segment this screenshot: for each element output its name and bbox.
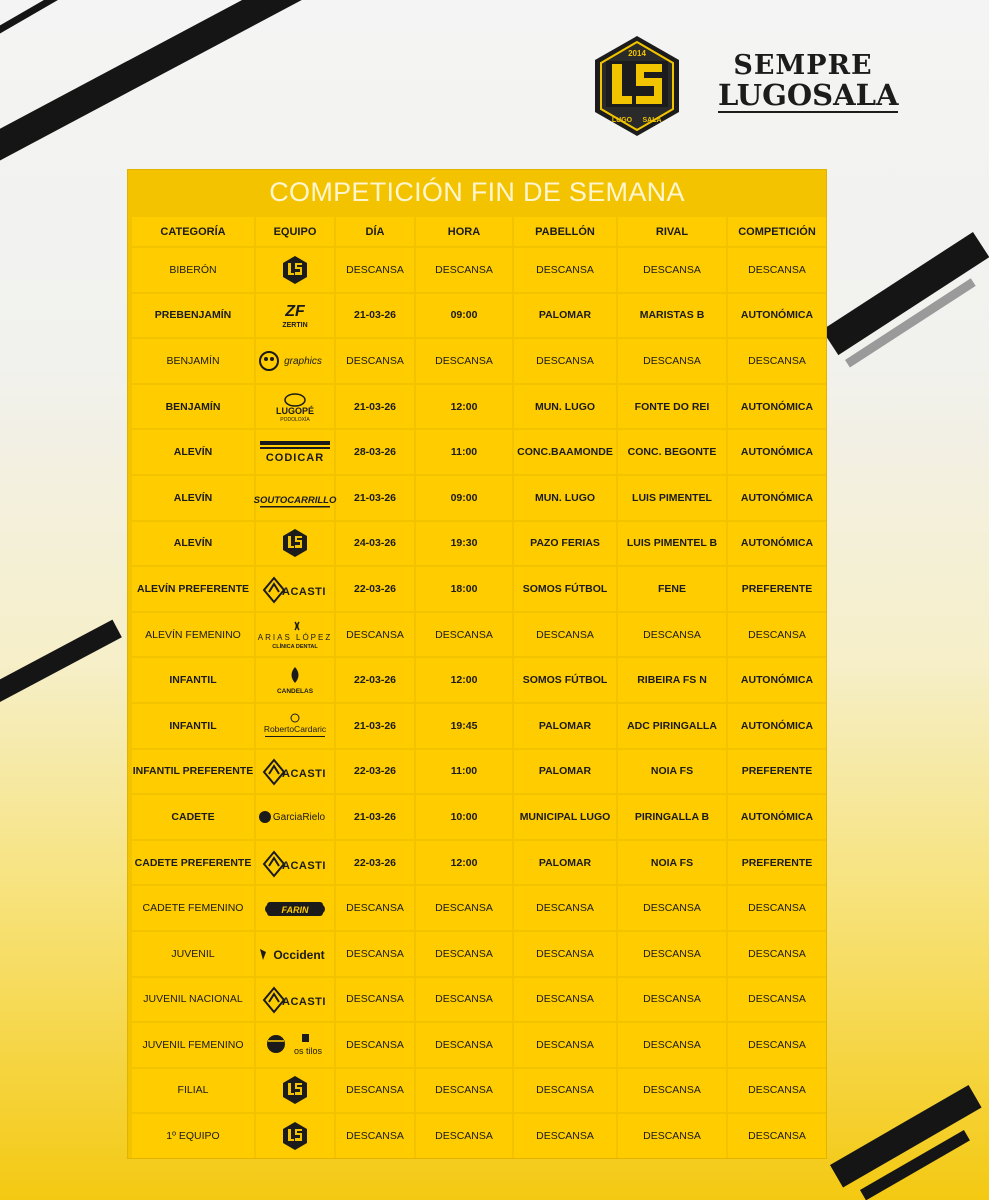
cell-rival: ADC PIRINGALLA — [618, 704, 726, 748]
cell-rival: DESCANSA — [618, 339, 726, 383]
sponsor-logo-cell — [256, 613, 334, 657]
sponsor-logo-acasti — [260, 848, 330, 878]
cell-dia: DESCANSA — [336, 1023, 414, 1067]
cell-rival: DESCANSA — [618, 613, 726, 657]
sponsor-logo-lugosala — [282, 1075, 308, 1105]
table-header-row — [132, 217, 826, 246]
cell-dia: DESCANSA — [336, 339, 414, 383]
sponsor-logo-farin — [264, 894, 326, 922]
cell-rival: MARISTAS B — [618, 294, 726, 338]
cell-rival: CONC. BEGONTE — [618, 430, 726, 474]
sponsor-logo-graphics — [257, 346, 333, 376]
svg-text:GarciaRielo: GarciaRielo — [272, 811, 326, 823]
table-row — [132, 750, 826, 794]
svg-text:PODOLOXÍA: PODOLOXÍA — [280, 416, 310, 423]
logo-footer-right: SALA — [642, 117, 662, 124]
svg-text:SOUTOCARRILLO: SOUTOCARRILLO — [253, 494, 337, 506]
sponsor-logo-roberto — [259, 712, 331, 740]
cell-pabellon: SOMOS FÚTBOL — [514, 567, 616, 611]
sponsor-logo-candelas — [275, 665, 315, 695]
cell-competicion: PREFERENTE — [728, 750, 826, 794]
logo-footer-left: LUGO — [611, 117, 633, 124]
table-row — [132, 704, 826, 748]
cell-categoria: ALEVÍN — [132, 476, 254, 520]
cell-hora: DESCANSA — [416, 339, 512, 383]
sponsor-logo-cell — [256, 430, 334, 474]
cell-competicion: DESCANSA — [728, 886, 826, 930]
cell-hora: 10:00 — [416, 795, 512, 839]
cell-rival: PIRINGALLA B — [618, 795, 726, 839]
cell-dia: 28-03-26 — [336, 430, 414, 474]
cell-hora: DESCANSA — [416, 613, 512, 657]
sponsor-logo-cell — [256, 1023, 334, 1067]
svg-text:ZF: ZF — [285, 303, 305, 321]
cell-dia: DESCANSA — [336, 248, 414, 292]
cell-dia: DESCANSA — [336, 613, 414, 657]
sponsor-logo-soutocarrillo — [253, 485, 337, 511]
cell-categoria: FILIAL — [132, 1069, 254, 1113]
cell-hora: 11:00 — [416, 430, 512, 474]
cell-hora: 18:00 — [416, 567, 512, 611]
sponsor-logo-cell — [256, 339, 334, 383]
cell-pabellon: MUN. LUGO — [514, 385, 616, 429]
brand-line-2: LUGOSALA — [718, 78, 899, 112]
brand-line-1: SEMPRE — [733, 50, 873, 81]
cell-rival: RIBEIRA FS N — [618, 658, 726, 702]
sponsor-logo-cell — [256, 1069, 334, 1113]
table-row — [132, 430, 826, 474]
table-row — [132, 932, 826, 976]
cell-rival: FENE — [618, 567, 726, 611]
sponsor-logo-cell — [256, 704, 334, 748]
cell-hora: 09:00 — [416, 294, 512, 338]
cell-hora: 09:00 — [416, 476, 512, 520]
sponsor-logo-cell — [256, 1114, 334, 1158]
cell-rival: DESCANSA — [618, 1069, 726, 1113]
cell-pabellon: DESCANSA — [514, 932, 616, 976]
svg-text:ZERTIN: ZERTIN — [282, 322, 308, 330]
svg-text:ACASTI: ACASTI — [282, 768, 326, 781]
header-hora: HORA — [416, 217, 512, 246]
cell-pabellon: PAZO FERIAS — [514, 522, 616, 566]
svg-text:Occident: Occident — [273, 947, 325, 962]
cell-pabellon: DESCANSA — [514, 1069, 616, 1113]
sponsor-logo-acasti — [260, 756, 330, 786]
cell-hora: DESCANSA — [416, 978, 512, 1022]
cell-hora: 12:00 — [416, 841, 512, 885]
sponsor-logo-cell — [256, 567, 334, 611]
background-stripe — [0, 620, 122, 708]
table-row — [132, 294, 826, 338]
cell-categoria: ALEVÍN PREFERENTE — [132, 567, 254, 611]
svg-text:ACASTI: ACASTI — [282, 585, 326, 598]
cell-competicion: AUTONÓMICA — [728, 385, 826, 429]
cell-dia: 21-03-26 — [336, 476, 414, 520]
sponsor-logo-cell — [256, 385, 334, 429]
background-stripe — [822, 232, 989, 355]
cell-dia: 22-03-26 — [336, 750, 414, 794]
table-row — [132, 339, 826, 383]
cell-hora: DESCANSA — [416, 1023, 512, 1067]
sponsor-logo-arias — [259, 620, 331, 650]
cell-pabellon: PALOMAR — [514, 294, 616, 338]
header-dia: DÍA — [336, 217, 414, 246]
cell-categoria: CADETE PREFERENTE — [132, 841, 254, 885]
sponsor-logo-lugope — [265, 391, 325, 423]
cell-competicion: PREFERENTE — [728, 841, 826, 885]
sponsor-logo-lugosala — [282, 528, 308, 558]
cell-competicion: DESCANSA — [728, 932, 826, 976]
cell-dia: 21-03-26 — [336, 704, 414, 748]
cell-rival: DESCANSA — [618, 1023, 726, 1067]
cell-rival: LUIS PIMENTEL B — [618, 522, 726, 566]
svg-text:LUGOPÉ: LUGOPÉ — [275, 405, 315, 416]
table-row — [132, 248, 826, 292]
cell-rival: NOIA FS — [618, 841, 726, 885]
cell-pabellon: DESCANSA — [514, 248, 616, 292]
cell-dia: DESCANSA — [336, 1069, 414, 1113]
cell-hora: 19:30 — [416, 522, 512, 566]
schedule-title: COMPETICIÓN FIN DE SEMANA — [269, 176, 685, 207]
cell-competicion: AUTONÓMICA — [728, 476, 826, 520]
cell-dia: 22-03-26 — [336, 841, 414, 885]
club-logo — [592, 34, 682, 138]
cell-rival: DESCANSA — [618, 978, 726, 1022]
cell-competicion: DESCANSA — [728, 339, 826, 383]
cell-categoria: 1º EQUIPO — [132, 1114, 254, 1158]
table-row — [132, 886, 826, 930]
cell-categoria: ALEVÍN FEMENINO — [132, 613, 254, 657]
header-competicion: COMPETICIÓN — [728, 217, 826, 246]
cell-categoria: BIBERÓN — [132, 248, 254, 292]
cell-categoria: ALEVÍN — [132, 430, 254, 474]
sponsor-logo-codicar — [258, 438, 332, 466]
cell-dia: 22-03-26 — [336, 567, 414, 611]
cell-categoria: PREBENJAMÍN — [132, 294, 254, 338]
cell-categoria: ALEVÍN — [132, 522, 254, 566]
sponsor-logo-garciarielo — [257, 804, 333, 830]
sponsor-logo-cell — [256, 750, 334, 794]
cell-hora: DESCANSA — [416, 1114, 512, 1158]
cell-competicion: DESCANSA — [728, 1023, 826, 1067]
svg-text:CANDELAS: CANDELAS — [276, 688, 314, 696]
svg-text:CODICAR: CODICAR — [265, 452, 325, 465]
cell-categoria: CADETE FEMENINO — [132, 886, 254, 930]
cell-pabellon: MUNICIPAL LUGO — [514, 795, 616, 839]
sponsor-logo-cell — [256, 522, 334, 566]
cell-pabellon: PALOMAR — [514, 704, 616, 748]
cell-pabellon: PALOMAR — [514, 841, 616, 885]
table-row — [132, 795, 826, 839]
cell-competicion: AUTONÓMICA — [728, 430, 826, 474]
sponsor-logo-cell — [256, 658, 334, 702]
cell-dia: DESCANSA — [336, 978, 414, 1022]
cell-competicion: PREFERENTE — [728, 567, 826, 611]
cell-dia: 22-03-26 — [336, 658, 414, 702]
cell-categoria: JUVENIL — [132, 932, 254, 976]
table-row — [132, 613, 826, 657]
cell-pabellon: DESCANSA — [514, 978, 616, 1022]
cell-pabellon: PALOMAR — [514, 750, 616, 794]
cell-dia: 21-03-26 — [336, 294, 414, 338]
cell-rival: DESCANSA — [618, 1114, 726, 1158]
sponsor-logo-zertin — [265, 300, 325, 330]
svg-text:ACASTI: ACASTI — [282, 859, 326, 872]
cell-hora: 11:00 — [416, 750, 512, 794]
cell-dia: 21-03-26 — [336, 795, 414, 839]
table-row — [132, 567, 826, 611]
svg-text:FARIN: FARIN — [281, 905, 309, 916]
cell-rival: FONTE DO REI — [618, 385, 726, 429]
sponsor-logo-cell — [256, 932, 334, 976]
sponsor-logo-ostilos — [262, 1030, 328, 1060]
cell-rival: DESCANSA — [618, 932, 726, 976]
cell-hora: 12:00 — [416, 658, 512, 702]
cell-pabellon: DESCANSA — [514, 1114, 616, 1158]
cell-categoria: BENJAMÍN — [132, 385, 254, 429]
sponsor-logo-cell — [256, 795, 334, 839]
cell-categoria: BENJAMÍN — [132, 339, 254, 383]
cell-rival: DESCANSA — [618, 248, 726, 292]
svg-text:os tilos: os tilos — [293, 1045, 323, 1056]
table-row — [132, 385, 826, 429]
cell-hora: DESCANSA — [416, 932, 512, 976]
sponsor-logo-cell — [256, 978, 334, 1022]
sponsor-logo-acasti — [260, 984, 330, 1014]
cell-pabellon: DESCANSA — [514, 886, 616, 930]
cell-dia: DESCANSA — [336, 886, 414, 930]
svg-text:ACASTI: ACASTI — [282, 996, 326, 1009]
cell-dia: 21-03-26 — [336, 385, 414, 429]
cell-competicion: AUTONÓMICA — [728, 658, 826, 702]
schedule-table — [130, 215, 828, 1160]
sponsor-logo-acasti — [260, 574, 330, 604]
cell-categoria: CADETE — [132, 795, 254, 839]
cell-dia: DESCANSA — [336, 932, 414, 976]
header-equipo: EQUIPO — [256, 217, 334, 246]
sponsor-logo-cell — [256, 886, 334, 930]
table-row — [132, 978, 826, 1022]
cell-pabellon: DESCANSA — [514, 339, 616, 383]
table-row — [132, 1114, 826, 1158]
cell-rival: LUIS PIMENTEL — [618, 476, 726, 520]
table-row — [132, 658, 826, 702]
cell-hora: DESCANSA — [416, 886, 512, 930]
cell-rival: NOIA FS — [618, 750, 726, 794]
cell-hora: 19:45 — [416, 704, 512, 748]
cell-pabellon: CONC.BAAMONDE — [514, 430, 616, 474]
cell-competicion: DESCANSA — [728, 978, 826, 1022]
header-rival: RIVAL — [618, 217, 726, 246]
header-categoria: CATEGORÍA — [132, 217, 254, 246]
logo-year: 2014 — [628, 49, 646, 58]
sponsor-logo-cell — [256, 294, 334, 338]
table-row — [132, 1069, 826, 1113]
svg-text:CLÍNICA DENTAL: CLÍNICA DENTAL — [272, 643, 318, 650]
sponsor-logo-cell — [256, 841, 334, 885]
cell-categoria: INFANTIL — [132, 658, 254, 702]
cell-categoria: INFANTIL PREFERENTE — [132, 750, 254, 794]
cell-categoria: JUVENIL FEMENINO — [132, 1023, 254, 1067]
cell-dia: 24-03-26 — [336, 522, 414, 566]
cell-categoria: INFANTIL — [132, 704, 254, 748]
cell-competicion: AUTONÓMICA — [728, 704, 826, 748]
svg-text:ARIAS LÓPEZ: ARIAS LÓPEZ — [257, 632, 333, 642]
table-row — [132, 476, 826, 520]
brand-slogan — [718, 50, 899, 113]
cell-competicion: AUTONÓMICA — [728, 522, 826, 566]
cell-rival: DESCANSA — [618, 886, 726, 930]
cell-hora: DESCANSA — [416, 1069, 512, 1113]
cell-competicion: DESCANSA — [728, 613, 826, 657]
cell-competicion: DESCANSA — [728, 248, 826, 292]
schedule-board — [128, 170, 826, 1158]
cell-pabellon: SOMOS FÚTBOL — [514, 658, 616, 702]
cell-hora: 12:00 — [416, 385, 512, 429]
sponsor-logo-lugosala — [282, 255, 308, 285]
cell-competicion: DESCANSA — [728, 1114, 826, 1158]
cell-competicion: DESCANSA — [728, 1069, 826, 1113]
sponsor-logo-cell — [253, 476, 337, 520]
cell-hora: DESCANSA — [416, 248, 512, 292]
sponsor-logo-occident — [257, 941, 333, 967]
table-row — [132, 1023, 826, 1067]
sponsor-logo-cell — [256, 248, 334, 292]
cell-categoria: JUVENIL NACIONAL — [132, 978, 254, 1022]
header-pabellon: PABELLÓN — [514, 217, 616, 246]
cell-competicion: AUTONÓMICA — [728, 294, 826, 338]
cell-dia: DESCANSA — [336, 1114, 414, 1158]
sponsor-logo-lugosala — [282, 1121, 308, 1151]
table-row — [132, 522, 826, 566]
svg-text:RobertoCardaric: RobertoCardaric — [263, 723, 327, 734]
cell-pabellon: DESCANSA — [514, 1023, 616, 1067]
cell-pabellon: DESCANSA — [514, 613, 616, 657]
table-row — [132, 841, 826, 885]
cell-competicion: AUTONÓMICA — [728, 795, 826, 839]
cell-pabellon: MUN. LUGO — [514, 476, 616, 520]
svg-text:graphics: graphics — [284, 355, 322, 367]
